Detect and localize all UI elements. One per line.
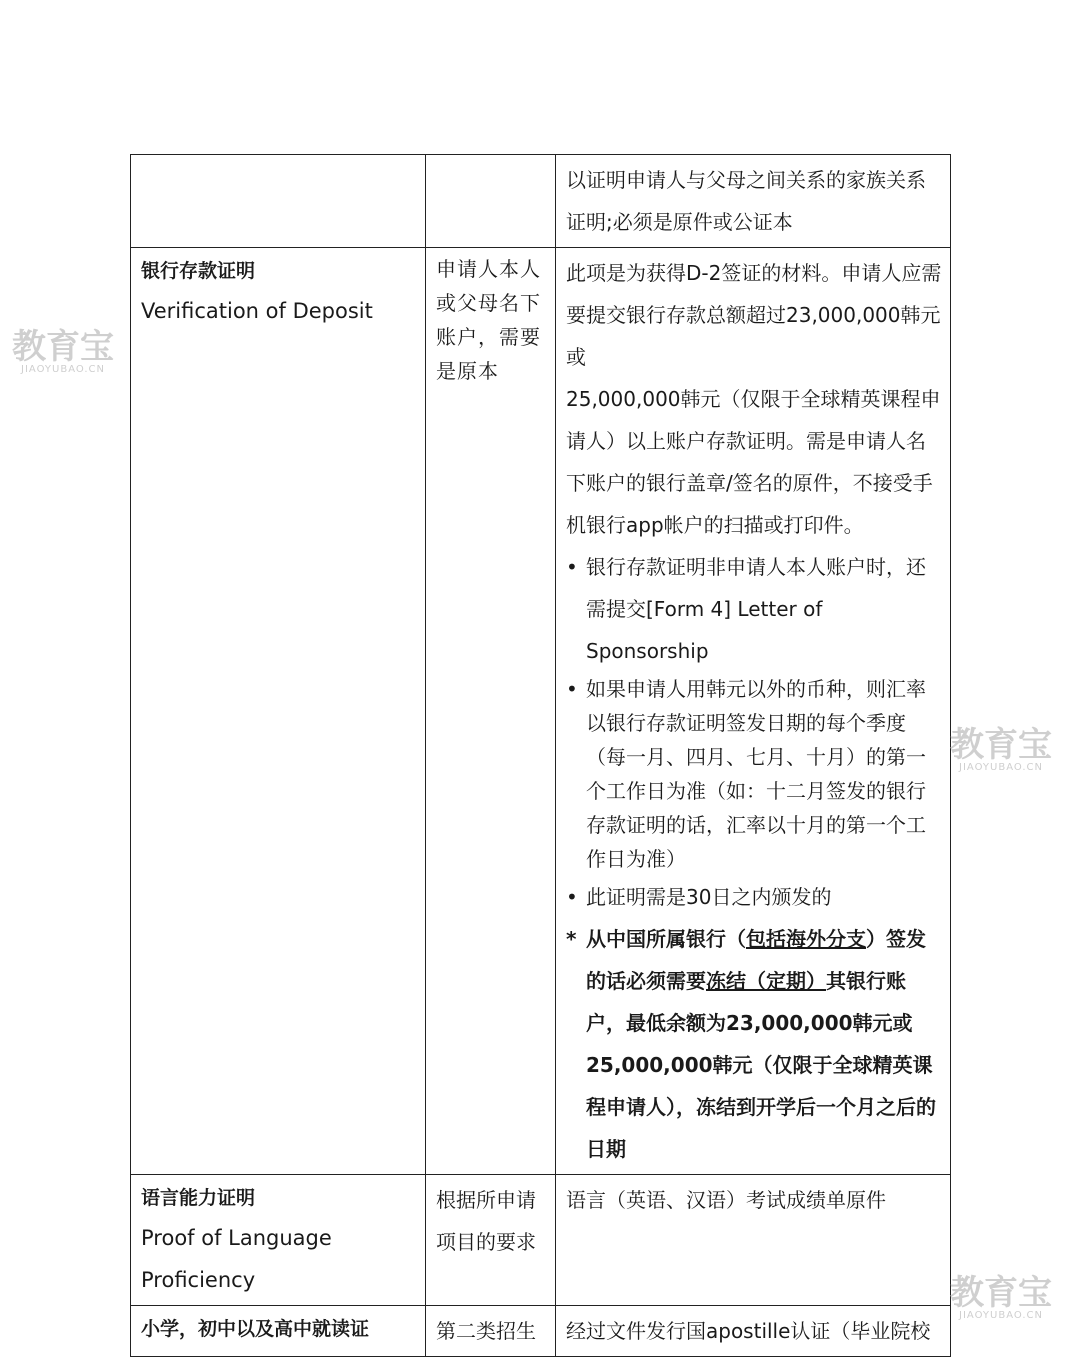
watermark-logo-text: 教育宝 — [12, 327, 114, 367]
watermark-logo — [950, 1273, 1052, 1322]
item-name-cn: 语言能力证明 — [141, 1187, 256, 1209]
watermark-site: JIAOYUBAO.CN — [959, 1310, 1043, 1321]
table-row-school-enrollment — [131, 1306, 951, 1357]
list-item: • 如果申请人用韩元以外的币种，则汇率以银行存款证明签发日期的每个季度（每一月、四月、七月、十月）的第一个工作日为准（如：十二月签发的银行存款证明的话，汇率以十月的第一个工作日为准） — [566, 672, 942, 876]
detail-paragraph: 此项是为获得D-2签证的材料。申请人应需要提交银行存款总额超过23,000,000韩元或 — [566, 261, 942, 369]
who-cell — [426, 248, 556, 1175]
detail-cell — [556, 248, 951, 1175]
requirements-table — [130, 154, 951, 1357]
item-cell — [131, 155, 426, 248]
who-text: 第二类招生 — [436, 1319, 536, 1343]
detail-text: 语言（英语、汉语）考试成绩单原件 — [566, 1188, 886, 1212]
item-name-cn: 银行存款证明 — [141, 260, 256, 282]
watermark-logo — [12, 327, 114, 376]
detail-paragraph: 25,000,000韩元（仅限于全球精英课程申请人）以上账户存款证明。需是申请人名下账户的银行盖章/签名的原件，不接受手机银行app帐户的扫描或打印件。 — [566, 387, 941, 537]
who-cell — [426, 155, 556, 248]
note-underlined-text: 冻结（定期） — [706, 969, 826, 993]
table-row-language — [131, 1175, 951, 1306]
who-cell — [426, 1175, 556, 1306]
note-text: 从中国所属银行（ — [586, 927, 746, 951]
watermark-logo-text: 教育宝 — [950, 1273, 1052, 1313]
note-text: ）签发的话必须需要 — [586, 927, 926, 993]
item-name-en: Proof of Language Proficiency — [141, 1226, 332, 1292]
item-cell — [131, 1306, 426, 1357]
watermark-logo-text: 教育宝 — [950, 725, 1052, 765]
who-cell — [426, 1306, 556, 1357]
detail-text: 经过文件发行国apostille认证（毕业院校 — [566, 1319, 931, 1343]
item-name-cn: 小学，初中以及高中就读证 — [141, 1318, 370, 1340]
important-note — [566, 918, 942, 1170]
bullet-list — [566, 546, 942, 918]
detail-cell — [556, 1175, 951, 1306]
detail-text: 以证明申请人与父母之间关系的家族关系证明;必须是原件或公证本 — [566, 168, 926, 234]
watermark-site: JIAOYUBAO.CN — [21, 364, 105, 375]
item-cell — [131, 248, 426, 1175]
detail-cell — [556, 1306, 951, 1357]
watermark-logo — [950, 725, 1052, 774]
watermark-site: JIAOYUBAO.CN — [959, 762, 1043, 773]
detail-cell — [556, 155, 951, 248]
list-item: • 银行存款证明非申请人本人账户时，还需提交[Form 4] Letter of Sponsorship — [566, 546, 942, 672]
table-row-family-relation — [131, 155, 951, 248]
item-name-en: Verification of Deposit — [141, 299, 373, 323]
note-text: 其银行账户，最低余额为23,000,000韩元或25,000,000韩元（仅限于全球精英课程申请人），冻结到开学后一个月之后的日期 — [586, 969, 936, 1161]
table-row-deposit — [131, 248, 951, 1175]
who-text: 申请人本人或父母名下账户，需要是原本 — [436, 257, 541, 383]
item-cell — [131, 1175, 426, 1306]
who-text: 根据所申请项目的要求 — [436, 1188, 536, 1254]
asterisk-mark: * — [566, 927, 577, 951]
list-item: • 此证明需是30日之内颁发的 — [566, 876, 942, 918]
note-underlined-text: 包括海外分支 — [746, 927, 866, 951]
